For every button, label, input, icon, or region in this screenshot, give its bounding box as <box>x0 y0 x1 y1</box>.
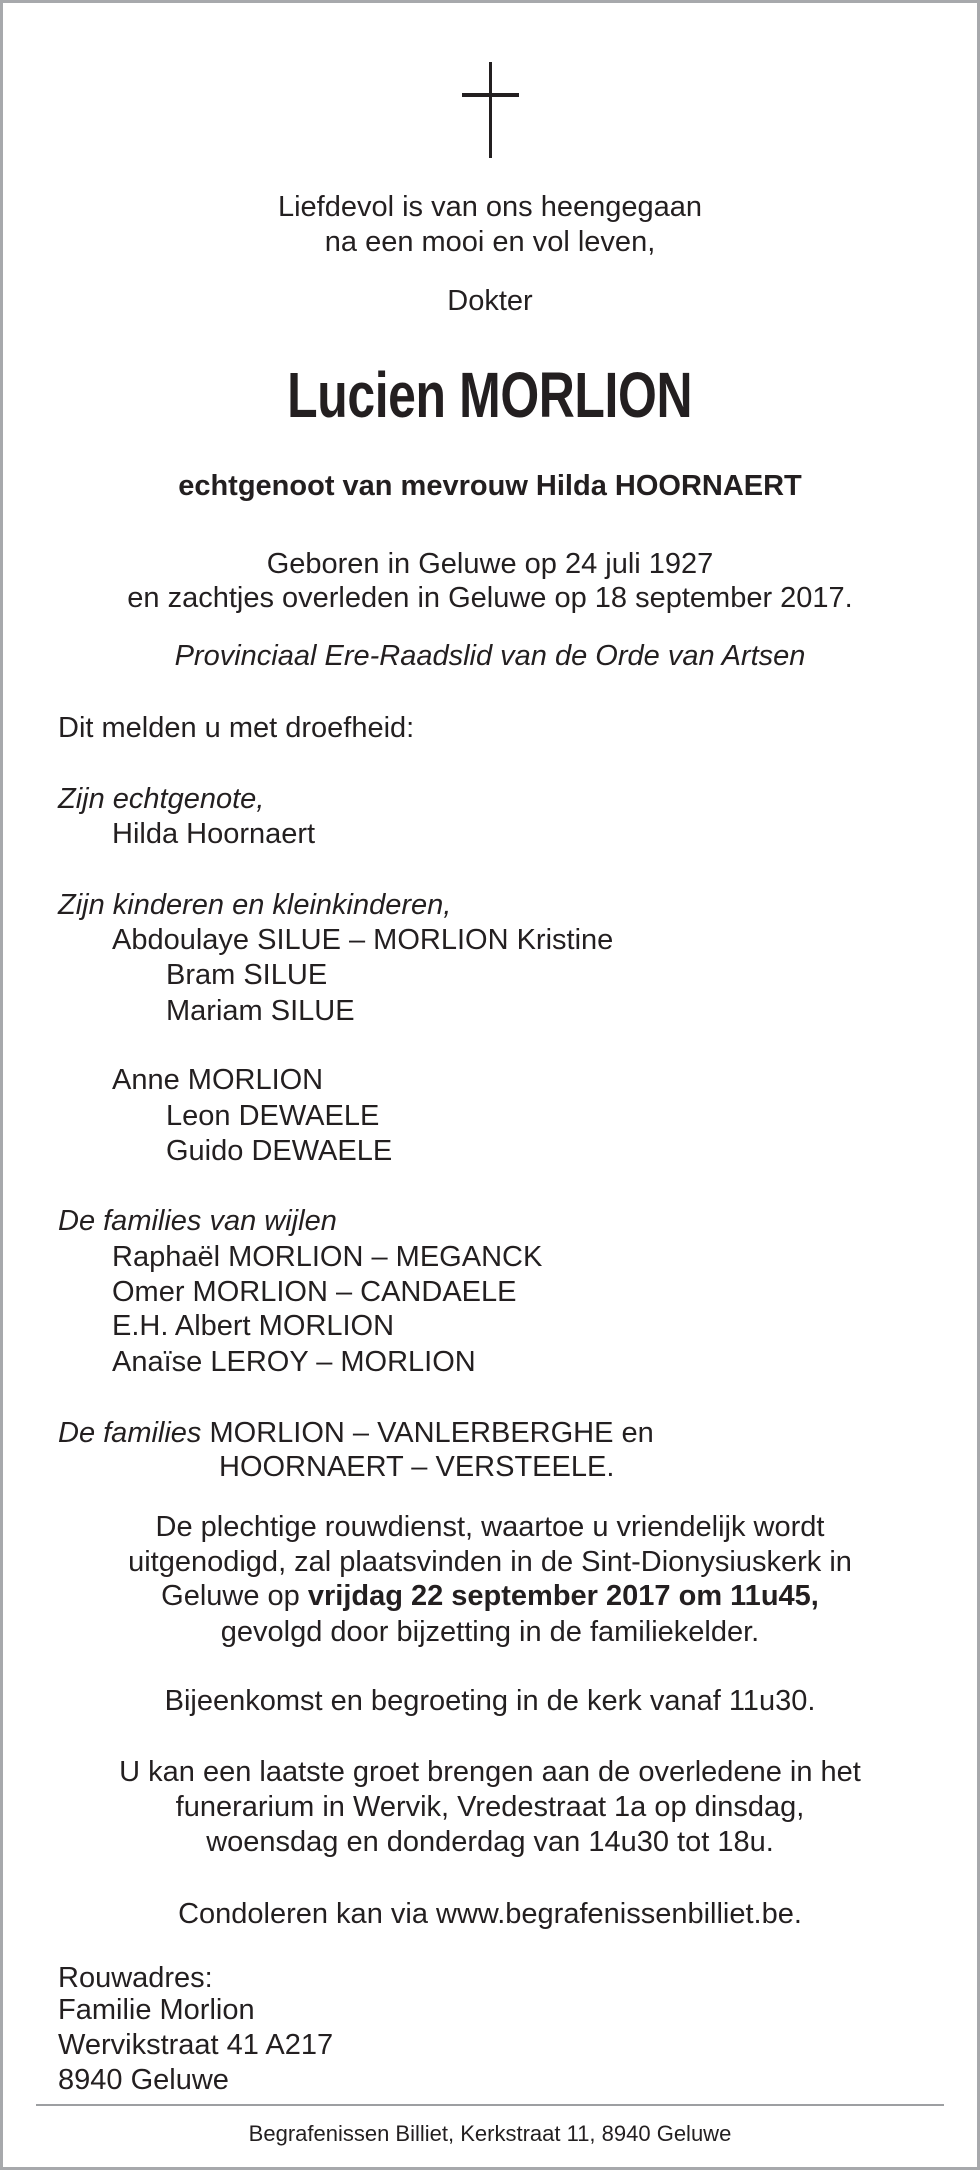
service-text: Geluwe op <box>161 1580 308 1612</box>
grandchild: Guido DEWAELE <box>166 1135 393 1167</box>
late-family: Omer MORLION – CANDAELE <box>112 1276 517 1308</box>
visit-line: woensdag en donderdag van 14u30 tot 18u. <box>206 1826 774 1858</box>
visit-line: funerarium in Wervik, Vredestraat 1a op dinsdag, <box>175 1791 805 1823</box>
birth-line: Geboren in Geluwe op 24 juli 1927 <box>266 548 714 580</box>
families-names: MORLION – VANLERBERGHE en <box>209 1417 654 1449</box>
grandchild: Mariam SILUE <box>166 995 355 1027</box>
late-heading: De families van wijlen <box>58 1205 337 1237</box>
footer: Begrafenissen Billiet, Kerkstraat 11, 8940 Geluwe <box>248 2121 732 2146</box>
service-line <box>0 1579 980 1614</box>
address-label: Rouwadres: <box>58 1962 213 1994</box>
death-line: en zachtjes overleden in Geluwe op 18 september 2017. <box>127 582 853 614</box>
intro-line: Liefdevol is van ons heengegaan <box>277 191 703 223</box>
families-line: HOORNAERT – VERSTEELE. <box>219 1451 615 1483</box>
condolences: Condoleren kan via www.begrafenissenbilliet.be. <box>178 1898 802 1930</box>
service-line: gevolgd door bijzetting in de familiekelder. <box>220 1616 760 1648</box>
families-label: De families <box>58 1417 202 1449</box>
gathering: Bijeenkomst en begroeting in de kerk vanaf 11u30. <box>164 1685 816 1717</box>
child: Abdoulaye SILUE – MORLION Kristine <box>112 924 614 956</box>
wife: Hilda Hoornaert <box>112 818 316 850</box>
late-family: E.H. Albert MORLION <box>112 1310 395 1342</box>
late-family: Anaïse LEROY – MORLION <box>112 1346 476 1378</box>
grandchild: Leon DEWAELE <box>166 1100 380 1132</box>
deceased-name: Lucien MORLION <box>287 359 693 431</box>
address-line: Familie Morlion <box>58 1994 255 2026</box>
honor: Provinciaal Ere-Raadslid van de Orde van Artsen <box>174 640 806 672</box>
visit-line: U kan een laatste groet brengen aan de overledene in het <box>119 1756 861 1788</box>
grandchild: Bram SILUE <box>166 959 328 991</box>
address-line: Wervikstraat 41 A217 <box>58 2029 334 2061</box>
families-line <box>58 1416 654 1451</box>
child: Anne MORLION <box>112 1064 324 1096</box>
announce: Dit melden u met droefheid: <box>58 712 415 744</box>
late-family: Raphaël MORLION – MEGANCK <box>112 1241 543 1273</box>
divider <box>36 2104 944 2106</box>
intro-line: na een mooi en vol leven, <box>324 226 656 258</box>
wife-heading: Zijn echtgenote, <box>58 783 265 815</box>
service-line: uitgenodigd, zal plaatsvinden in de Sint-Dionysiuskerk in <box>128 1546 852 1578</box>
children-heading: Zijn kinderen en kleinkinderen, <box>58 889 452 921</box>
address-line: 8940 Geluwe <box>58 2064 229 2096</box>
service-date: vrijdag 22 september 2017 om 11u45, <box>307 1580 819 1612</box>
service-line: De plechtige rouwdienst, waartoe u vriendelijk wordt <box>155 1511 825 1543</box>
spouse-line: echtgenoot van mevrouw Hilda HOORNAERT <box>178 470 802 502</box>
title: Dokter <box>447 285 533 317</box>
